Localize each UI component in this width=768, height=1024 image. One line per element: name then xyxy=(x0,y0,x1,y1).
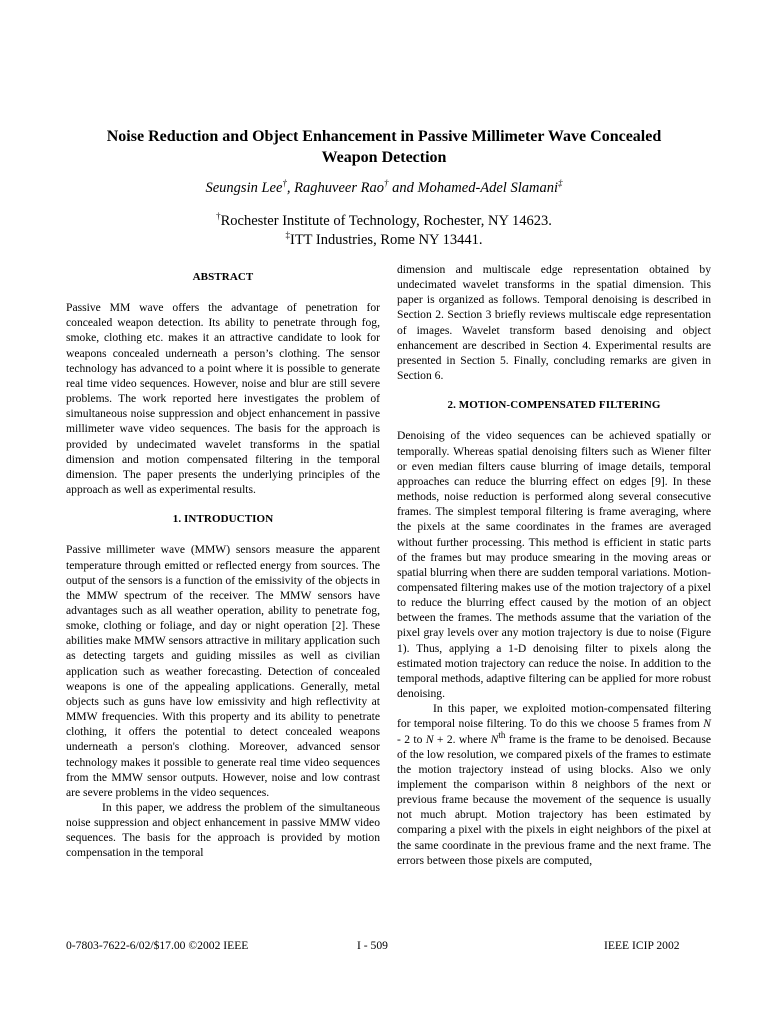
affiliation-mark: † xyxy=(216,211,221,222)
author-separator: , xyxy=(286,180,295,196)
author-mark: † xyxy=(383,178,389,189)
affiliation xyxy=(60,212,708,231)
math-variable: N xyxy=(490,732,499,746)
abstract-heading: ABSTRACT xyxy=(192,271,254,283)
paragraph-text: In this paper, we exploited motion-compensated filtering for temporal noise filtering. To do this we choose 5 frames from xyxy=(397,702,711,731)
paper-title xyxy=(60,126,708,168)
introduction-paragraph: Passive millimeter wave (MMW) sensors measure the apparent temperature through emitted or reflected energy from sources. The output of the sensors is a function of the emissivity of the objects in the MMW spectrum of the receiver. The MMW sensors have advantages such as all weather operation, ability to penetrate fog, smoke, clothing or foliage, and day or night operation [2]. These abilities make MMW sensors attractive in military application such as detecting targets and guiding missiles as well as civilian application such as weather forecasting. Detection of concealed weapons is one of the appealing applications. Generally, metal objects such as guns have low emissivity and high reflectivity at MMW frequencies. With this property and its ability to penetrate clothing, it offers the potential to detect concealed weapons underneath a person's clothing. Moreover, advanced sensor technology makes it possible to generate real time video sequences from the MMW sensor outputs. However, noise and low contrast are severe problems in the video sequences. xyxy=(66,543,380,799)
author-name: Raghuveer Rao xyxy=(294,180,384,196)
section-2-paragraph xyxy=(397,701,711,868)
author-name: Mohamed-Adel Slamani xyxy=(417,180,558,196)
author-separator: and xyxy=(388,180,418,196)
paragraph-text: + 2. where xyxy=(433,732,491,746)
math-variable: N xyxy=(425,732,434,746)
author-mark: † xyxy=(282,178,287,189)
paragraph-text: - 2 to xyxy=(397,732,426,746)
affiliation xyxy=(60,231,708,250)
title-line-2: Weapon Detection xyxy=(321,149,447,166)
abstract-text: Passive MM wave offers the advantage of penetration for concealed weapon detection. Its ability to penetrate through fog, smoke, clothing etc. makes it an attractive candidate to look for weapons concealed underneath a person’s clothing. The sensor technology has advanced to a point where it is possible to generate real time video sequences. However, noise and blur are still severe problems. The work reported here investigates the problem of simultaneous noise suppression and object enhancement in passive millimeter wave video sequences. The basis for the approach is provided by undecimated wavelet transforms in the spatial dimension and motion compensated filtering in the temporal dimension. The paper presents the underlying principles of the approach as well as experimental results. xyxy=(66,301,380,497)
affiliations xyxy=(60,212,708,250)
author-name: Seungsin Lee xyxy=(205,180,283,196)
affiliation-mark: ‡ xyxy=(285,230,290,241)
footer-conference: IEEE ICIP 2002 xyxy=(604,939,680,952)
page-number: I - 509 xyxy=(357,939,388,952)
section-2-paragraph: Denoising of the video sequences can be achieved spatially or temporally. Whereas spatial denoising filters such as Wiener filter or even median filters cause blurring of image details, temporal approaches can reduce the blurring effect on edges [9]. In these methods, noise reduction is performed along several consecutive frames. The simplest temporal filtering is frame averaging, where the pixels at the same coordinates in the frames are averaged without further processing. This method is efficient in static parts of the frames but may produce smearing in the moving areas or spatial blurring when there are sudden temporal variations. Motion-compensated filtering makes use of the motion trajectory of a pixel to reduce the blurring effect caused by the motion of an object between the frames. The methods assume that the variation of the pixel gray levels over any motion trajectory is due to noise (Figure 1). Thus, applying a 1-D denoising filter to pixels along the estimated motion trajectory can reduce the noise. In addition to the temporal methods, adaptive filtering can be applied for more robust denoising. xyxy=(397,429,711,701)
paragraph-text: frame is the frame to be denoised. Because of the low resolution, we compared pixels of the frames to estimate the motion trajectory instead of using blocks. Also we only implement the comparison within 8 neighbors of the next or previous frame because the movement of the sequence is usually not much abrupt. Motion trajectory has been estimated by comparing a pixel with the pixels in eight neighbors of the pixel at the same coordinate in the previous frame and the next frame. The errors between those pixels are computed, xyxy=(397,732,712,867)
footer-isbn: 0-7803-7622-6/02/$17.00 ©2002 IEEE xyxy=(66,939,249,952)
author-mark: ‡ xyxy=(558,178,563,189)
affiliation-text: ITT Industries, Rome NY 13441. xyxy=(289,232,483,248)
affiliation-text: Rochester Institute of Technology, Rochester, NY 14623. xyxy=(220,213,552,229)
ordinal-suffix: th xyxy=(498,729,506,740)
introduction-heading: 1. INTRODUCTION xyxy=(172,513,274,526)
section-2-heading: 2. MOTION-COMPENSATED FILTERING xyxy=(447,399,661,412)
left-column xyxy=(66,262,380,861)
title-line-1: Noise Reduction and Object Enhancement in Passive Millimeter Wave Concealed xyxy=(106,128,662,145)
math-variable: N xyxy=(703,717,711,731)
introduction-paragraph: In this paper, we address the problem of the simultaneous noise suppression and object enhancement in passive MMW video sequences. The basis for the approach is provided by motion compensation in the temporal xyxy=(66,801,380,860)
introduction-paragraph-continued: dimension and multiscale edge representation obtained by undecimated wavelet transforms in the spatial dimension. This paper is organized as follows. Temporal denoising is described in Section 2. Section 3 briefly reviews multiscale edge representation of images. Wavelet transform based denoising and object enhancement are described in Section 4. Experimental results are presented in Section 5. Finally, concluding remarks are given in Section 6. xyxy=(397,263,711,383)
author-list xyxy=(60,179,708,197)
right-column xyxy=(397,262,711,868)
